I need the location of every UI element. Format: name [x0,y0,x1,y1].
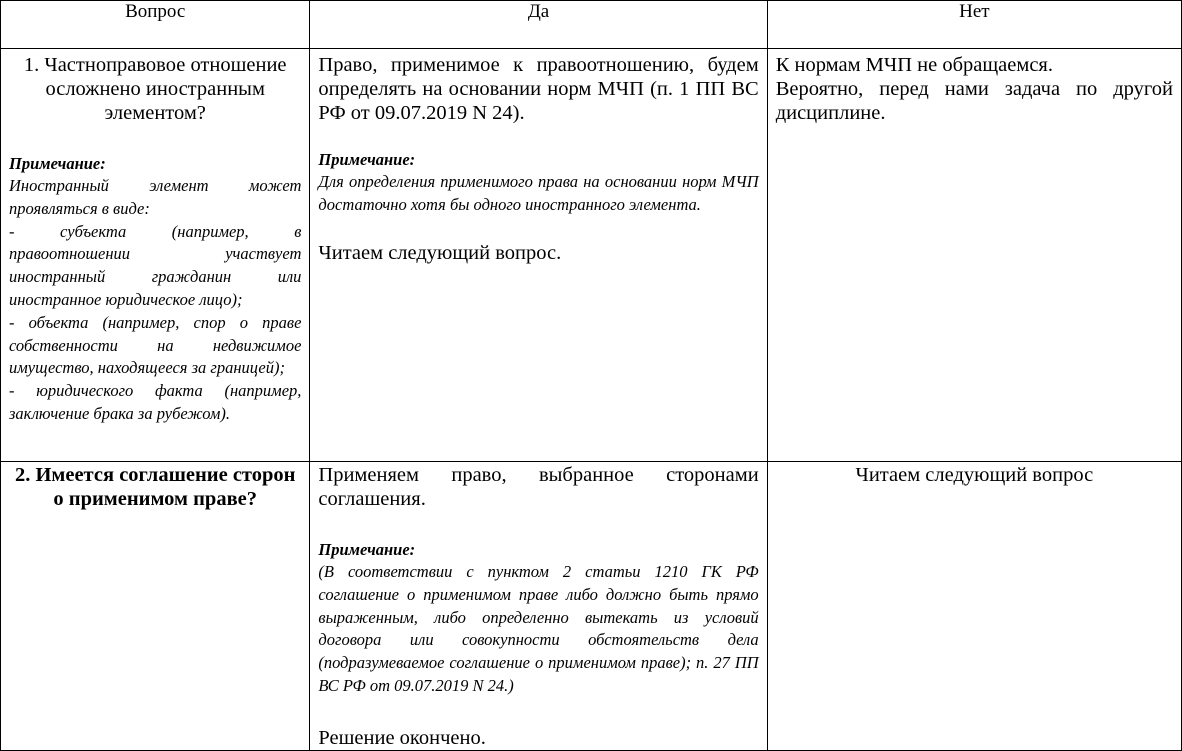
yes-text: Право, применимое к правоотношению, будем определять на основании норм МЧП (п. 1 ПП ВС РФ от 09.07.2019 N 24). [318,54,759,124]
yes-text: Применяем право, выбранное сторонами соглашения. [318,464,759,510]
question-cell [1,49,310,462]
yes-cell [310,49,767,462]
note-line: - субъекта (например, в правоотношении участвует иностранный гражданин или иностранное юридическое лицо); [9,221,302,309]
no-line: Вероятно, перед нами задача по другой дисциплине. [775,78,1173,124]
header-question: Вопрос [1,1,310,49]
no-line: К нормам МЧП не обращаемся. [775,54,1053,76]
header-row [1,1,1182,49]
note-line: - объекта (например, спор о праве собственности на недвижимое имущество, находящееся за границей); [9,312,302,378]
note-heading: Примечание: [9,154,106,173]
question-text: 2. Имеется соглашение сторон о применимом праве? [14,464,296,510]
question-text: 1. Частноправовое отношение осложнено иностранным элементом? [23,54,287,124]
yes-note: (В соответствии с пунктом 2 статьи 1210 ГК РФ соглашение о применимом праве либо должно быть прямо выраженным, либо определенно вытекать из условий договора или совокупности обстоятельств дела (подразумеваемое соглашение о применимом праве); п. 27 ПП ВС РФ от 09.07.2019 N 24.) [318,562,759,695]
note-line: - юридического факта (например, заключение брака за рубежом). [9,381,302,423]
yes-after-text: Решение окончено. [318,726,486,749]
note-heading: Примечание: [318,540,416,559]
table-row [1,462,1182,751]
no-text: Читаем следующий вопрос [855,464,1094,486]
yes-cell [310,462,767,751]
header-yes: Да [310,1,767,49]
question-cell [1,462,310,751]
note-line: Иностранный элемент может проявляться в виде: [9,176,302,218]
note-heading: Примечание: [318,150,416,169]
no-cell [767,49,1181,462]
table-row [1,49,1182,462]
no-cell [767,462,1181,751]
question-note [9,175,301,426]
yes-after-text: Читаем следующий вопрос. [318,241,562,264]
header-no: Нет [767,1,1181,49]
yes-note: Для определения применимого права на основании норм МЧП достаточно хотя бы одного иностранного элемента. [318,172,759,214]
